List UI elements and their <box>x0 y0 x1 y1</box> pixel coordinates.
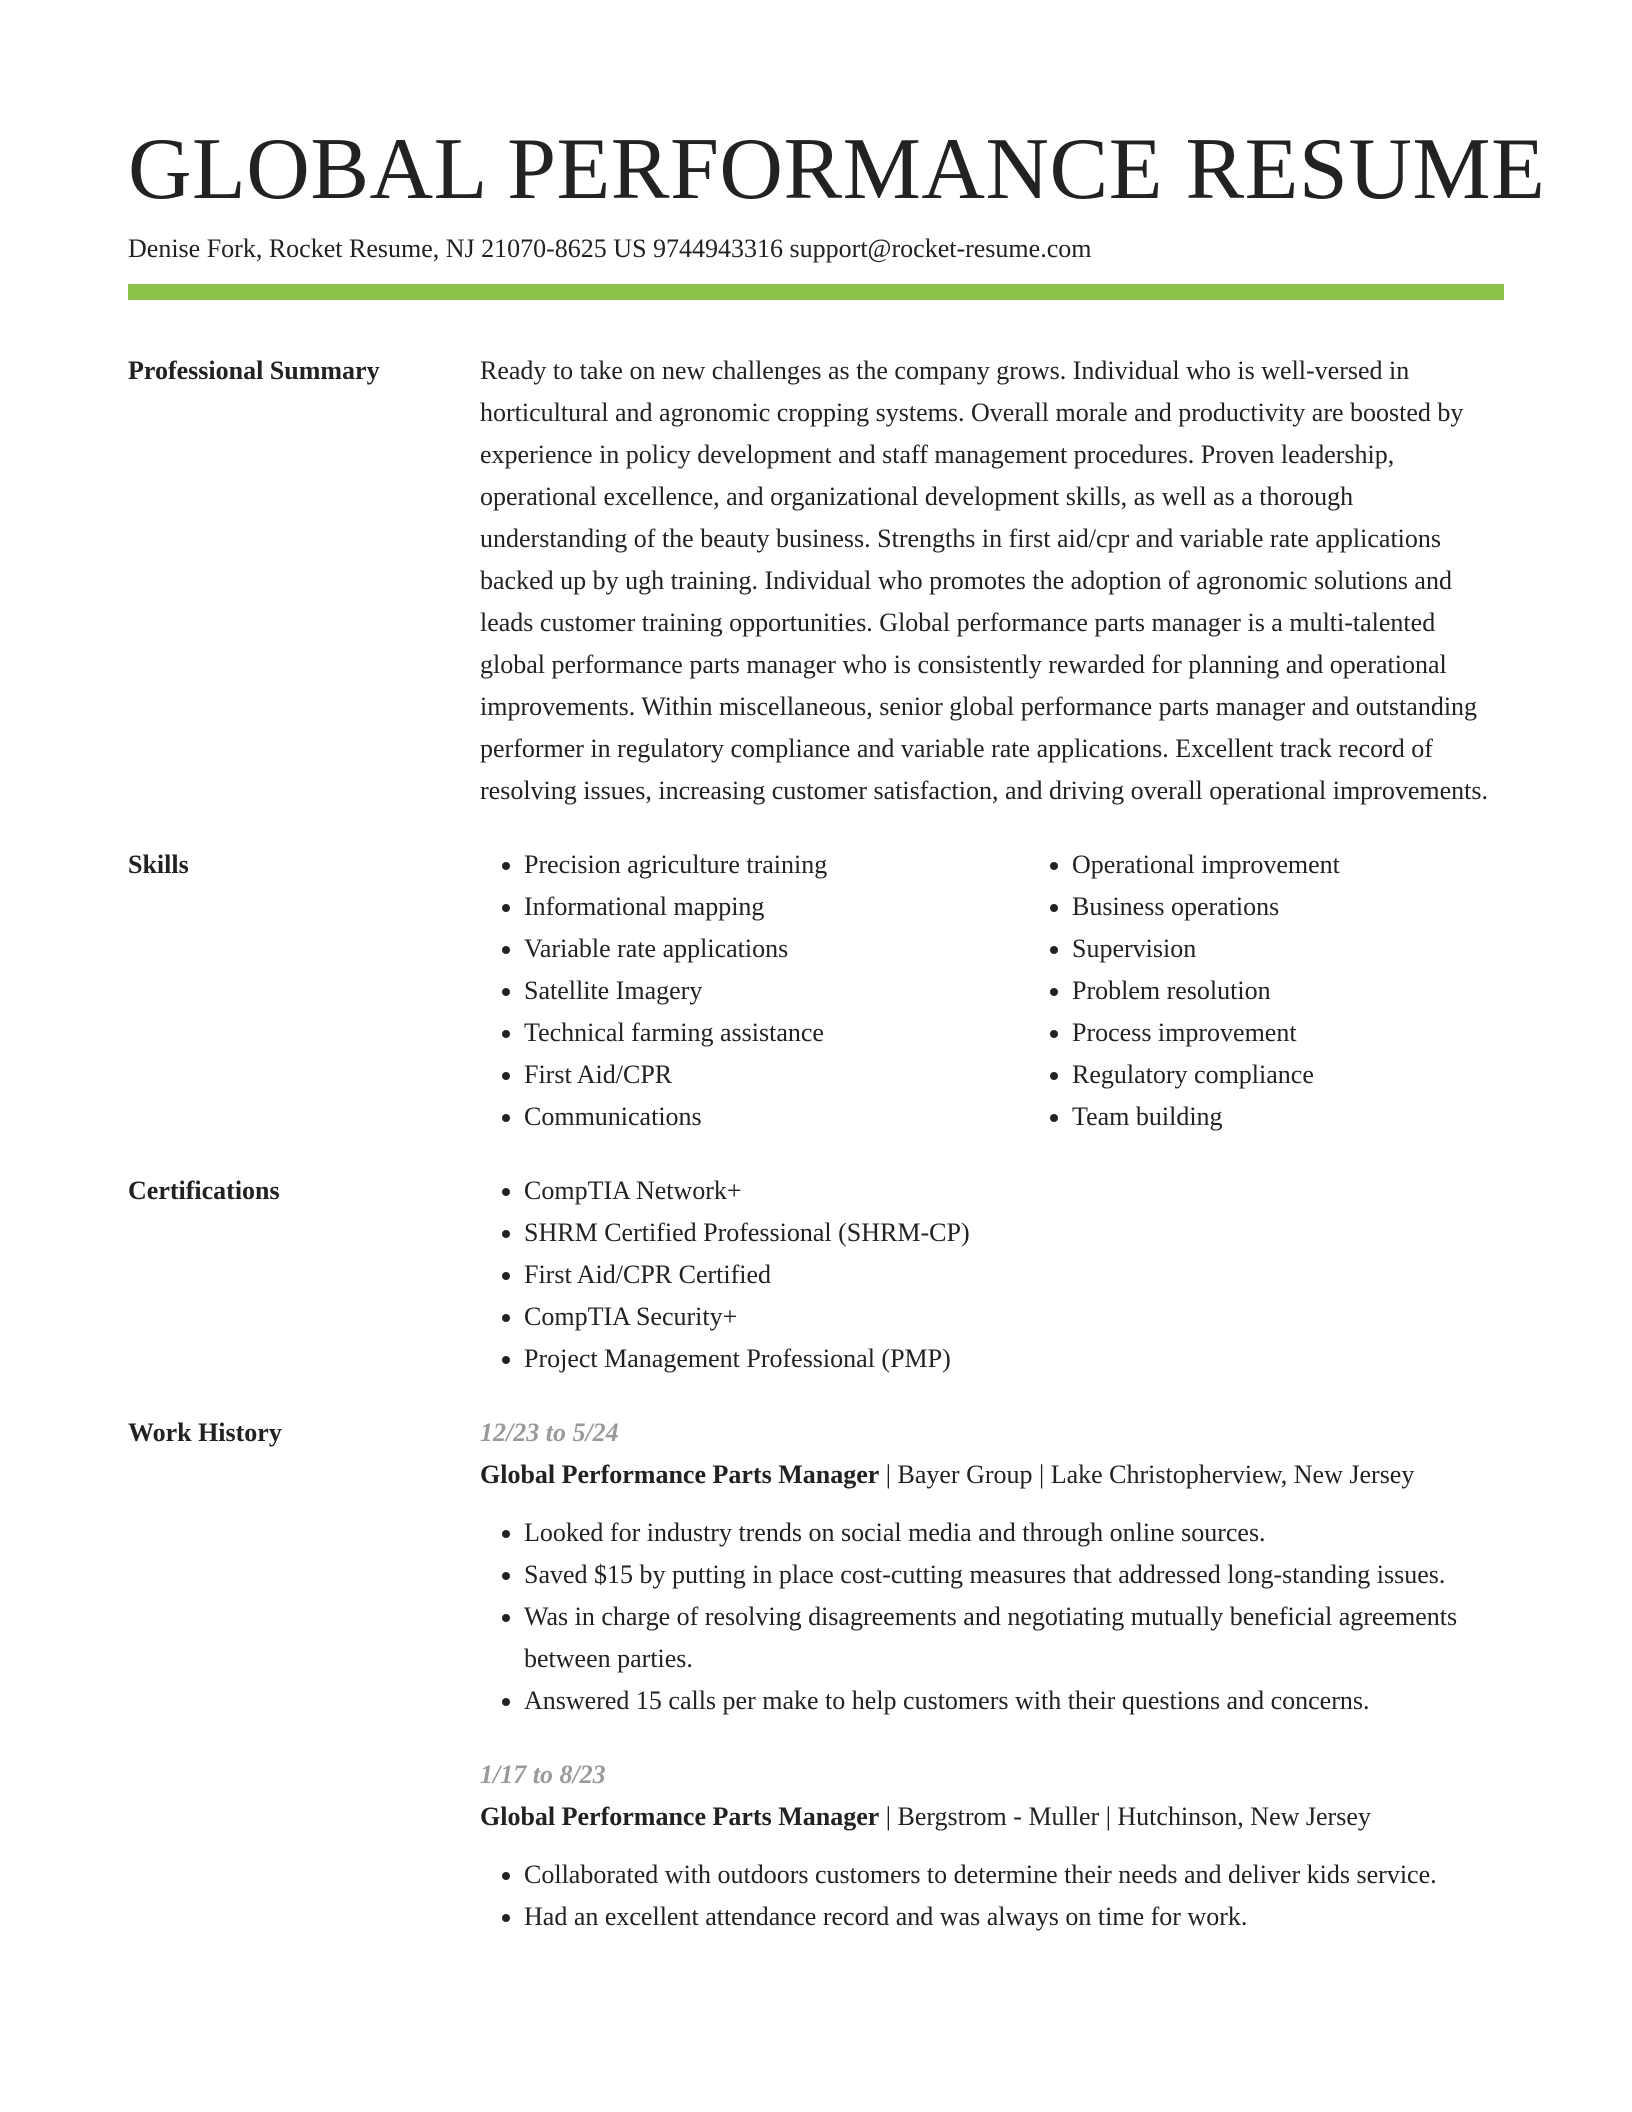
skill-item: • Supervision <box>1072 928 1576 970</box>
summary-section <box>128 350 1504 812</box>
job-bullet: • Looked for industry trends on social media and through online sources. <box>524 1512 1504 1554</box>
work-history-heading: Work History <box>128 1418 282 1447</box>
job-dates: 1/17 to 8/23 <box>480 1760 606 1789</box>
job-details: | Bergstrom - Muller | Hutchinson, New Jersey <box>879 1802 1371 1831</box>
job-header <box>480 1454 1504 1496</box>
skill-item: • Problem resolution <box>1072 970 1576 1012</box>
skill-item: • Communications <box>524 1096 1028 1138</box>
skill-item: • Operational improvement <box>1072 844 1576 886</box>
skill-item: • Regulatory compliance <box>1072 1054 1576 1096</box>
contact-line <box>128 232 1504 266</box>
certification-item: • First Aid/CPR Certified <box>524 1254 1504 1296</box>
certification-item: • SHRM Certified Professional (SHRM-CP) <box>524 1212 1504 1254</box>
contact-name: Denise Fork, <box>128 234 263 263</box>
skill-item: • Team building <box>1072 1096 1576 1138</box>
skills-section <box>128 844 1504 1138</box>
job-header <box>480 1796 1504 1838</box>
job-dates: 12/23 to 5/24 <box>480 1418 619 1447</box>
job-title: Global Performance Parts Manager <box>480 1460 880 1489</box>
job-bullets <box>480 1512 1504 1722</box>
certification-item: • CompTIA Security+ <box>524 1296 1504 1338</box>
job-details: | Bayer Group | Lake Christopherview, New Jersey <box>879 1460 1415 1489</box>
job-bullet: • Had an excellent attendance record and was always on time for work. <box>524 1896 1504 1938</box>
certification-item: • Project Management Professional (PMP) <box>524 1338 1504 1380</box>
accent-divider <box>128 284 1504 300</box>
skills-list-right <box>1028 844 1576 1138</box>
certifications-section <box>128 1170 1504 1380</box>
contact-company: Rocket Resume, <box>268 234 440 263</box>
summary-heading: Professional Summary <box>128 356 380 385</box>
resume-page <box>128 118 1546 1938</box>
skill-item: • Technical farming assistance <box>524 1012 1028 1054</box>
certifications-list <box>480 1170 1504 1380</box>
job-bullets <box>480 1854 1504 1938</box>
job-bullet: • Saved $15 by putting in place cost-cutting measures that addressed long-standing issues. <box>524 1554 1504 1596</box>
summary-text: Ready to take on new challenges as the company grows. Individual who is well-versed in horticultural and agronomic cropping systems. Overall morale and productivity are boosted by experience in policy development and staff management procedures. Proven leadership, operational excellence, and organizational development skills, as well as a thorough understanding of the beauty business. Strengths in first aid/cpr and variable rate applications backed up by ugh training. Individual who promotes the adoption of agronomic solutions and leads customer training opportunities. Global performance parts manager is a multi-talented global performance parts manager who is consistently rewarded for planning and operational improvements. Within miscellaneous, senior global performance parts manager and outstanding performer in regulatory compliance and variable rate applications. Excellent track record of resolving issues, increasing customer satisfaction, and driving overall operational improvements. <box>480 356 1488 805</box>
job-entry <box>480 1412 1504 1722</box>
resume-title: GLOBAL PERFORMANCE RESUME <box>128 121 1546 218</box>
job-bullet: • Was in charge of resolving disagreements and negotiating mutually beneficial agreements between parties. <box>524 1596 1504 1680</box>
skill-item: • Informational mapping <box>524 886 1028 928</box>
skill-item: • Satellite Imagery <box>524 970 1028 1012</box>
certifications-heading: Certifications <box>128 1176 280 1205</box>
skill-item: • Process improvement <box>1072 1012 1576 1054</box>
certification-item: • CompTIA Network+ <box>524 1170 1504 1212</box>
skill-item: • First Aid/CPR <box>524 1054 1028 1096</box>
skill-item: • Precision agriculture training <box>524 844 1028 886</box>
job-entry <box>480 1754 1504 1938</box>
work-history-section <box>128 1412 1504 1938</box>
contact-email: support@rocket-resume.com <box>789 234 1092 263</box>
skills-list-left <box>480 844 1028 1138</box>
skill-item: • Business operations <box>1072 886 1576 928</box>
contact-phone: 9744943316 <box>653 234 784 263</box>
contact-location: NJ 21070-8625 US <box>445 234 647 263</box>
skill-item: • Variable rate applications <box>524 928 1028 970</box>
job-bullet: • Collaborated with outdoors customers to determine their needs and deliver kids service. <box>524 1854 1504 1896</box>
skills-heading: Skills <box>128 850 189 879</box>
job-bullet: • Answered 15 calls per make to help customers with their questions and concerns. <box>524 1680 1504 1722</box>
job-title: Global Performance Parts Manager <box>480 1802 880 1831</box>
